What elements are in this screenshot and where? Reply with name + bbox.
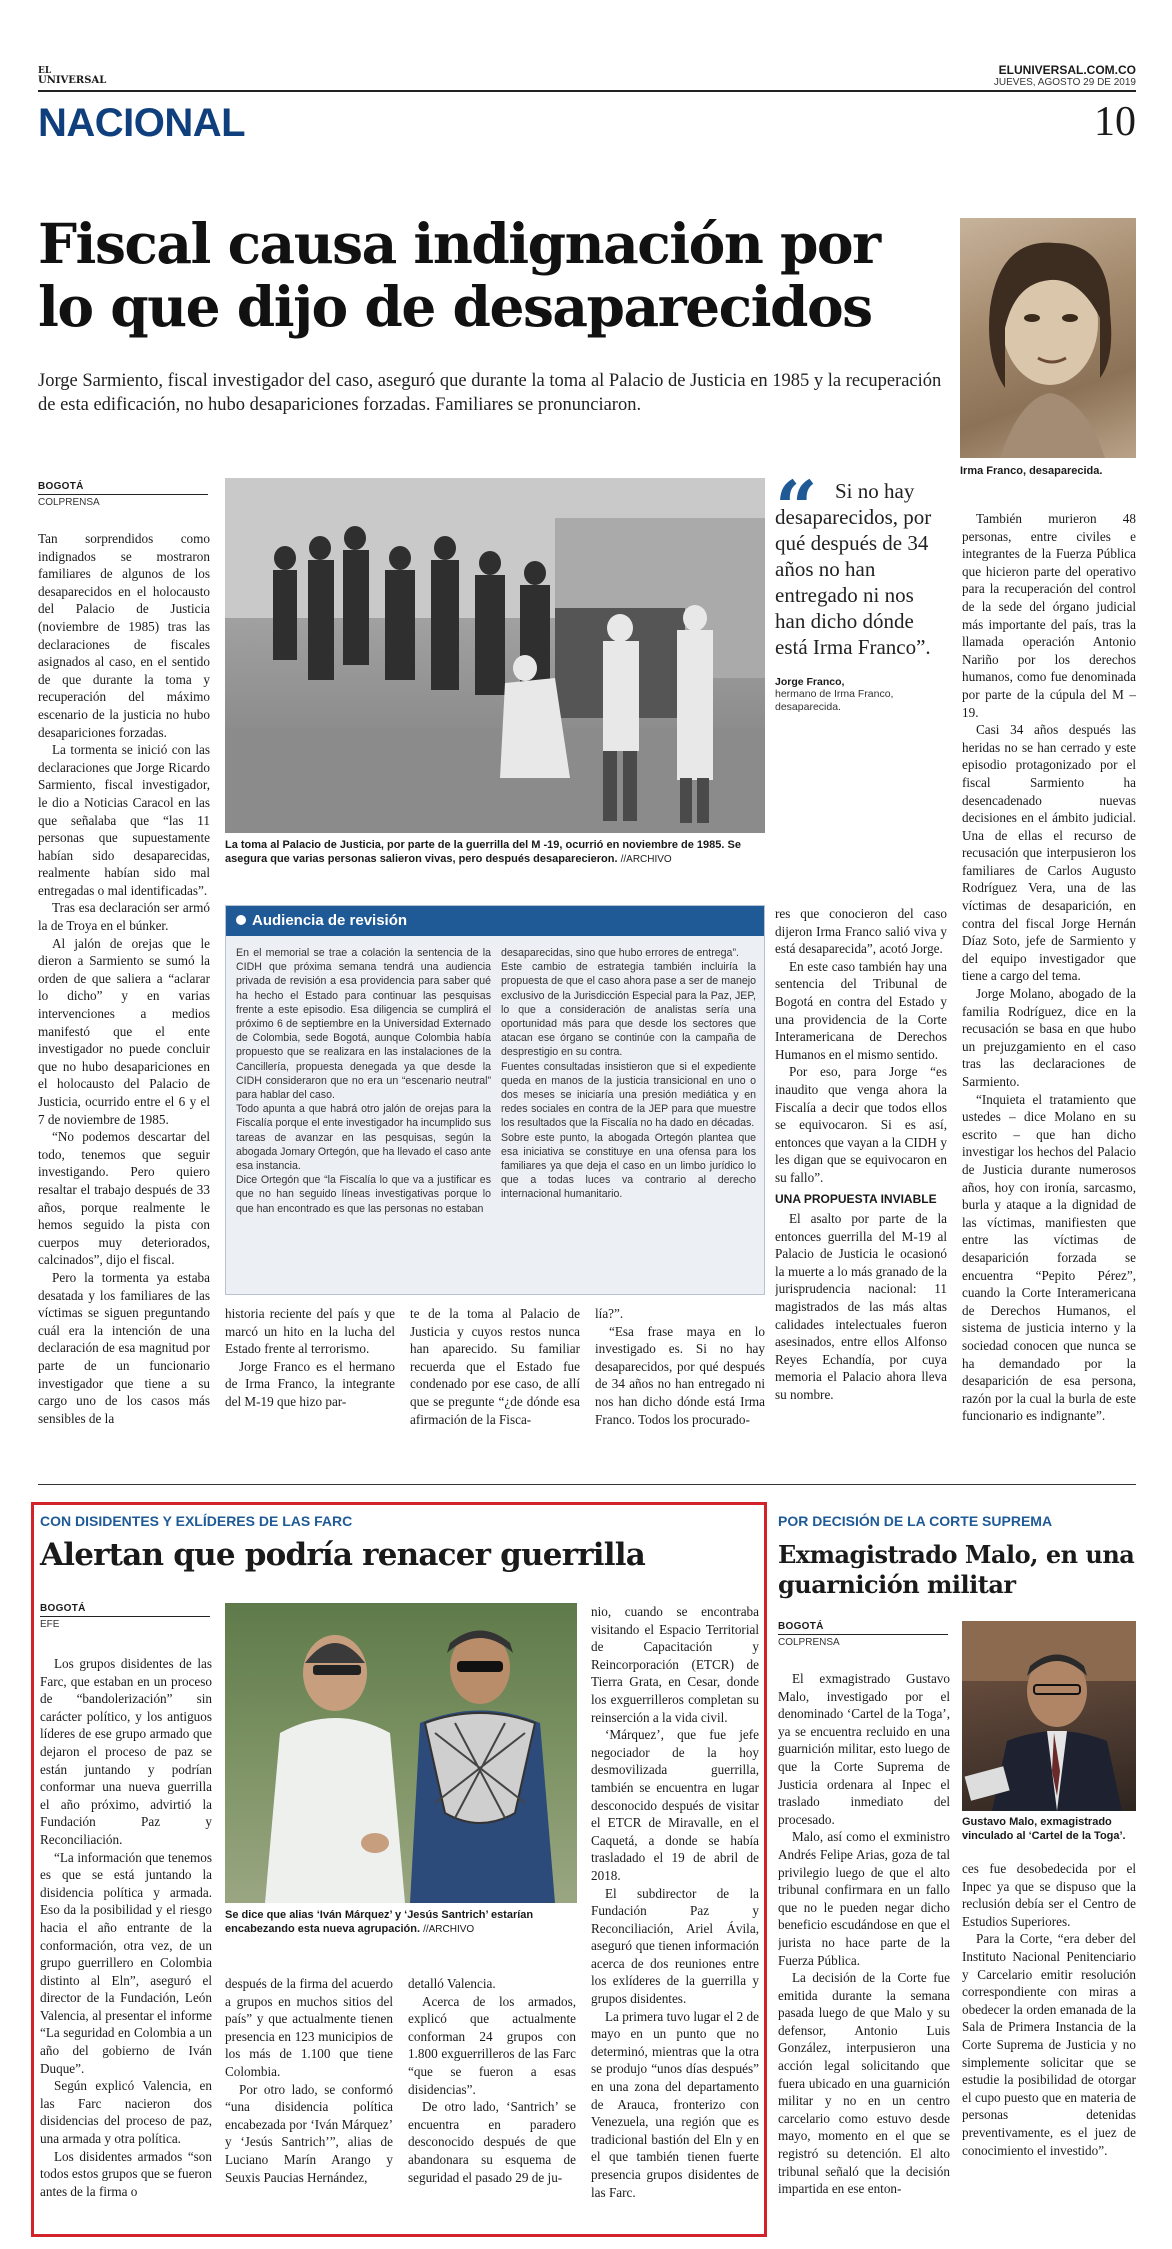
farc-column-3	[408, 1975, 576, 2227]
main-dateline	[38, 481, 208, 508]
paragraph: Pero la tormenta ya estaba desatada y los familiares de las víctimas se siguen preguntando cuál era la intención de una declaración de esa magnitud por parte de un funcionario investigador que tiene a su cargo uno de los casos más sensibles de la	[38, 1269, 210, 1426]
farc-column-1	[40, 1655, 212, 2227]
paragraph: desaparecidas, sino que hubo errores de entrega”.	[501, 947, 739, 959]
section-divider	[38, 1484, 1136, 1485]
paragraph: detalló Valencia.	[408, 1976, 496, 1991]
paragraph: Acerca de los armados, explicó que actualmente conforman 24 grupos con 1.800 exguerrilleros de las Farc “que se fueron a esas disidencias”.	[408, 1993, 576, 2097]
paragraph: nio, cuando se encontraba visitando el Espacio Territorial de Capacitación y Reincorporación (ETCR) de Tierra Grata, en Cesar, donde los exguerrilleros completan su reinserción a la vida civil.	[591, 1604, 759, 1725]
paragraph: Los disidentes armados “son todos estos grupos que se fueron antes de la firma o	[40, 2148, 212, 2199]
logo	[38, 66, 106, 86]
pull-quote	[775, 466, 947, 714]
paragraph: Jorge Franco es el hermano de Irma Franco, la integrante del M-19 que hizo par-	[225, 1358, 395, 1409]
photo-credit: //ARCHIVO	[423, 1924, 475, 1935]
dateline-agency: COLPRENSA	[38, 494, 208, 508]
farc-photo-caption	[225, 1908, 577, 1937]
logo-line-1: EL	[38, 66, 52, 76]
paragraph: historia reciente del país y que marcó un hito en la lucha del Estado frente al terrorismo.	[225, 1306, 395, 1357]
logo-line-2: UNIVERSAL	[38, 75, 107, 86]
main-headline: Fiscal causa indignación por lo que dijo de desaparecidos	[38, 211, 880, 339]
paragraph: En el memorial se trae a colación la sentencia de la CIDH que próxima semana tendrá una audiencia privada de revisión a esa providencia para saber qué ha hecho el Estado para continuar las pesquisas frente a este episodio. Esa diligencia se cumplirá el próximo 6 de septiembre en la Universidad Externado de Colombia, sede Bogotá, aunque Colombia había propuesto que se realizara en las instalaciones de la Cancillería, propuesta denegada ya que desde la CIDH consideraron que no era un “escenario neutral” para hablar del caso.	[236, 947, 491, 1102]
malo-column-2	[962, 1860, 1136, 2230]
malo-photo-caption: Gustavo Malo, exmagistrado vinculado al ‘Cartel de la Toga’.	[962, 1816, 1126, 1842]
paragraph: El exmagistrado Gustavo Malo, investigado por el denominado ‘Cartel de la Toga’, ya se encuentra recluido en una guarnición militar, esto luego de que la Corte Suprema de Justicia ordenara al Inpec el traslado inmediato del procesado.	[778, 1671, 950, 1827]
main-column-5	[775, 905, 947, 1450]
farc-headline: Alertan que podría renacer guerrilla	[40, 1537, 645, 1573]
caption-text: Se dice que alias ‘Iván Márquez’ y ‘Jesús Santrich’ estarían encabezando esta nueva agrupación.	[225, 1909, 534, 1935]
malo-photo-scene	[962, 1621, 1136, 1811]
main-photo	[225, 478, 765, 833]
paragraph: La primera tuvo lugar el 2 de mayo en un punto que no determinó, mientras que la otra se produjo “unos días después” en una zona del departamento de Arauca, fronterizo con Venezuela, una región que es tradicional bastión del Eln y en el que también tienen fuerte presencia grupos disidentes de las Farc.	[591, 2008, 759, 2200]
paragraph: Tan sorprendidos como indignados se mostraron familiares de algunos de los desaparecidos en el holocausto del Palacio de Justicia (noviembre de 1985) tras las declaraciones de fiscales asignados al caso, en el sentido de que durante la toma y recuperación del máximo escenario de la justicia no hubo desapariciones forzadas.	[38, 531, 210, 740]
portrait-caption: Irma Franco, desaparecida.	[960, 465, 1103, 477]
site-url: ELUNIVERSAL.COM.CO	[998, 63, 1136, 77]
dateline-agency: EFE	[40, 1616, 210, 1630]
quote-mark-icon: “	[775, 466, 818, 552]
paragraph: Dice Ortegón que “la Fiscalía lo que va a justificar es que no han seguido líneas investigativas porque lo que han encontrado es que las personas no estaban	[236, 1174, 491, 1215]
main-column-6	[962, 510, 1136, 1450]
paragraph: Casi 34 años después las heridas no se han cerrado y este episodio protagonizado por el fiscal Sarmiento ha desencadenado nuevas decisiones en el ámbito judicial. Una de ellas el recurso de recusación que interpusieron los familiares de Carlos Augusto Rodríguez Vera, una de las víctimas de desaparición, en contra del fiscal Jorge Hernán Díaz Soto, jefe de Sarmiento y del equipo investigador que tiene a cargo del tema.	[962, 722, 1136, 984]
paragraph: La tormenta se inició con las declaraciones que Jorge Ricardo Sarmiento, fiscal investigador, le dio a Noticias Caracol en las que señalaba que “las 11 personas que supuestamente habían sido desaparecidas, realmente habían sido mal entregadas o mal identificadas”.	[38, 742, 210, 898]
paragraph: Todo apunta a que habrá otro jalón de orejas para la Fiscalía porque el ente investigador ha incumplido sus tareas de avanzar en las pesquisas, según la abogada Jomary Ortegón, que ha llevado el caso ante esa instancia.	[236, 1103, 491, 1173]
main-column-1	[38, 530, 210, 1450]
photo-credit: //ARCHIVO	[620, 854, 672, 865]
info-box-header	[226, 906, 764, 936]
main-column-3	[410, 1305, 580, 1450]
farc-kicker: CON DISIDENTES Y EXLÍDERES DE LAS FARC	[40, 1513, 353, 1529]
farc-photo-scene	[225, 1603, 577, 1903]
farc-column-2	[225, 1975, 393, 2227]
masthead	[38, 63, 1136, 153]
paragraph: Malo, así como el exministro Andrés Felipe Arias, goza de tal privilegio luego de que el alto tribunal confirmara en un fallo que no le pueden negar dicho beneficio escudándose en que el jurista no hace parte de la Fuerza Pública.	[778, 1829, 950, 1968]
paragraph: te de la toma al Palacio de Justicia y cuyos restos nunca han aparecido. Su familiar recuerda que el Estado fue condenado por ese caso, de allí que se pregunte “¿de dónde esa afirmación de la Fisca-	[410, 1306, 580, 1427]
paragraph: “La información que tenemos es que se está juntando la disidencia política y armada. Eso da la posibilidad y el riesgo hacia el año entrante de la conformación, otra vez, de un grupo guerrillero en Colombia distinto al Eln”, aseguró el director de la Fundación, León Valencia, al presentar el informe “La seguridad en Colombia a un año del gobierno de Iván Duque”.	[40, 1849, 212, 2076]
caption-text: La toma al Palacio de Justicia, por parte de la guerrilla del M -19, ocurrió en noviembre de 1985. Se asegura que varias personas salieron vivas, pero después desaparecieron.	[225, 839, 741, 865]
info-box-title: Audiencia de revisión	[252, 912, 408, 929]
quote-author: Jorge Franco,	[775, 676, 845, 688]
info-box-col-2	[501, 946, 756, 1286]
masthead-rule	[38, 90, 1136, 92]
paragraph: De otro lado, ‘Santrich’ se encuentra en paradero desconocido después de que abandonara su esquema de seguridad el pasado 29 de ju-	[408, 2099, 576, 2185]
dateline-place: BOGOTÁ	[40, 1603, 86, 1614]
paragraph: Fuentes consultadas insistieron que si el expediente queda en manos de la justicia transicional en uno o dos meses se iniciaría una presión mediática y en redes sociales en contra de la JEP para que muestre los resultados que la Fiscalía no ha dado en décadas.	[501, 1060, 756, 1130]
malo-column-1	[778, 1670, 950, 2230]
paragraph: “Inquieta el tratamiento que ustedes – dice Molano en su escrito – que han dicho investigar los hechos del Palacio de Justicia durante numerosos años, hoy con ironía, sarcasmo, burla y ataque a la dignidad de las víctimas, manifiesten que entre las víctimas de desaparición forzada se encuentra “Pepito Pérez”, cuando la Corte Interamericana de Derechos Humanos, el sistema de justicia interno y la sociedad conocen que nunca se ha demandado por la desaparición de esa persona, razón por la cual la burla de este funcionario es indignante”.	[962, 1091, 1136, 1424]
main-column-2	[225, 1305, 395, 1450]
paragraph: res que conocieron del caso dijeron Irma Franco salió viva y está desaparecida”, acotó Jorge.	[775, 906, 947, 957]
paragraph: La decisión de la Corte fue emitida durante la semana pasada luego de que Malo y su defensor, Antonio Luis González, interpusieron una acción legal solicitando que fuera ubicado en una guarnición militar y no en un centro carcelario como estuvo desde mayo, momento en el que se registró su detención. El alto tribunal señaló que la decisión impartida en ese enton-	[778, 1970, 950, 2197]
paragraph: Los grupos disidentes de las Farc, que estaban en un proceso de “bandolerización” sin carácter político, y los antiguos líderes de ese grupo armado que dejaron el proceso de paz se están juntando y podrían conformar una nueva guerrilla el año próximo, advirtió la Fundación Paz y Reconciliación.	[40, 1656, 212, 1847]
paragraph: En este caso también hay una sentencia del Tribunal de Bogotá en contra del Estado y una providencia de la Corte Interamericana de Derechos Humanos en el mismo sentido.	[775, 958, 947, 1062]
paragraph: ces fue desobedecida por el Inpec ya que se dispuso que la reclusión debía ser el Centro de Estudios Superiores.	[962, 1861, 1136, 1929]
malo-photo	[962, 1621, 1136, 1811]
dateline-place: BOGOTÁ	[38, 481, 84, 492]
malo-dateline	[778, 1621, 948, 1648]
malo-kicker: POR DECISIÓN DE LA CORTE SUPREMA	[778, 1513, 1053, 1529]
paragraph: Tras esa declaración ser armó la de Troya en el búnker.	[38, 900, 210, 934]
paragraph: Por eso, para Jorge “es inaudito que venga ahora la Fiscalía a decir que todos ellos se equivocaron. Si es así, entonces que vayan a la CIDH y les digan que se equivocaron en su fallo”.	[775, 1064, 947, 1185]
dateline-agency: COLPRENSA	[778, 1634, 948, 1648]
paragraph: El subdirector de la Fundación Paz y Reconciliación, Ariel Ávila, aseguró que tienen información acerca de dos reuniones entre los exlíderes de la guerrilla y grupos disidentes.	[591, 1885, 759, 2007]
subhead: UNA PROPUESTA INVIABLE	[775, 1191, 937, 1206]
main-deck: Jorge Sarmiento, fiscal investigador del caso, aseguró que durante la toma al Palacio de Justicia en 1985 y la recuperación de esta edificación, no hubo desapariciones forzadas. Familiares se pronunciaron.	[38, 371, 942, 415]
malo-headline: Exmagistrado Malo, en una guarnición militar	[778, 1540, 1135, 1599]
paragraph: “No podemos descartar del todo, tenemos que seguir investigando. Pero quiero resaltar el trabajo después de 33 años, porque realmente le hemos seguido la pista con cuerpos muy deteriorados, calcinados”, dijo el fiscal.	[38, 1129, 210, 1268]
main-column-4	[595, 1305, 765, 1450]
paragraph: Sobre este punto, la abogada Ortegón plantea que esa iniciativa se constituye en una ofensa para los familiares ya que deja el caso en un limbo jurídico lo que a todas luces va contrario al derecho internacional humanitario.	[501, 1131, 756, 1201]
info-box	[225, 905, 765, 1295]
paragraph: Según explicó Valencia, en las Farc nacieron dos disidencias del proceso de paz, una armada y otra política.	[40, 2078, 212, 2147]
paragraph: lía?”.	[595, 1306, 624, 1321]
quote-author-role: hermano de Irma Franco, desaparecida.	[775, 688, 894, 713]
paragraph: ‘Márquez’, que fue jefe negociador de la hoy desmovilizada guerrilla, también se encuentra en lugar desconocido después de visitar el ETCR de Miravalle, en el Caquetá, a donde se había trasladado el 19 de abril de 2018.	[591, 1727, 759, 1883]
farc-photo	[225, 1603, 577, 1903]
quote-text: Si no hay desaparecidos, por qué después de 34 años no han entregado ni nos han dicho dónde está Irma Franco”.	[775, 479, 932, 659]
paragraph: Al jalón de orejas que le dieron a Sarmiento se sumó la orden de que saliera a “aclarar lo dicho” y en varias intervenciones a medios manifestó que el ente investigador no puede concluir que no hubo desapariciones en el holocausto del Palacio de Justicia, ocurrido entre el 6 y el 7 de noviembre de 1985.	[38, 935, 210, 1127]
portrait-figure	[960, 218, 1136, 458]
bullet-icon	[236, 915, 246, 925]
paragraph: después de la firma del acuerdo a grupos en muchos sitios del país” y que actualmente tienen presencia en 123 municipios de los más de 1.100 que tiene Colombia.	[225, 1976, 393, 2079]
paragraph: Jorge Molano, abogado de la familia Rodríguez, dice en la recusación se basa en que hubo un prejuzgamiento en el caso tras las declaraciones de Sarmiento.	[962, 986, 1136, 1089]
main-photo-scene	[225, 478, 765, 833]
section-title: NACIONAL	[38, 101, 246, 145]
paragraph: El asalto por parte de la entonces guerrilla del M-19 al Palacio de Justicia le ocasionó la muerte a lo más granado de la jurisprudencia nacional: 11 magistrados de las más altas calidades intelectuales fueron asesinados, entre ellos Alfonso Reyes Echandía, por cuya memoria el Palacio ahora lleva su nombre.	[775, 1211, 947, 1403]
dateline-place: BOGOTÁ	[778, 1621, 824, 1632]
paragraph: Este cambio de estrategia también incluiría la propuesta de que el caso ahora pase a ser de manejo exclusivo de la Jurisdicción Especial para la Paz, JEP, lo que a consideración de analistas sería una oportunidad más para que desde los sectores que atacan ese órgano se continúe con la campaña de desprestigio en su contra.	[501, 961, 756, 1059]
farc-dateline	[40, 1603, 210, 1630]
page-number: 10	[1094, 99, 1136, 145]
info-box-col-1	[236, 946, 491, 1286]
paragraph: También murieron 48 personas, entre civiles e integrantes de la Fuerza Pública que hicieron parte del operativo para la recuperación del control de la sede del órgano judicial más importante del país, tras la llamada operación Antonio Nariño por los derechos humanos, como fue denominada por parte de la cúpula del M – 19.	[962, 511, 1136, 720]
paragraph: Por otro lado, se conformó “una disidencia política encabezada por ‘Iván Márquez’ y ‘Jesús Santrich’”, alias de Luciano Marín Arango y Seuxis Paucias Hernández,	[225, 2081, 393, 2185]
portrait-photo	[960, 218, 1136, 458]
farc-column-4	[591, 1603, 759, 2227]
paragraph: Para la Corte, “era deber del Instituto Nacional Penitenciario y Carcelario emitir resolución correspondiente con miras a obedecer la orden emanada de la Sala de Primera Instancia de la Corte Suprema de Justicia y no simplemente solicitar que se estudie la posibilidad de otorgar el cupo puesto que en materia de personas detenidas preventivamente, es el juez de conocimiento el investido”.	[962, 1931, 1136, 2158]
issue-date: JUEVES, AGOSTO 29 DE 2019	[993, 77, 1136, 88]
paragraph: “Esa frase maya en lo investigado es. Si no hay desaparecidos, por qué después de 34 años no han entregado ni nos han dicho dónde está Irma Franco. Todos los procurado-	[595, 1323, 765, 1427]
main-photo-caption	[225, 838, 765, 867]
